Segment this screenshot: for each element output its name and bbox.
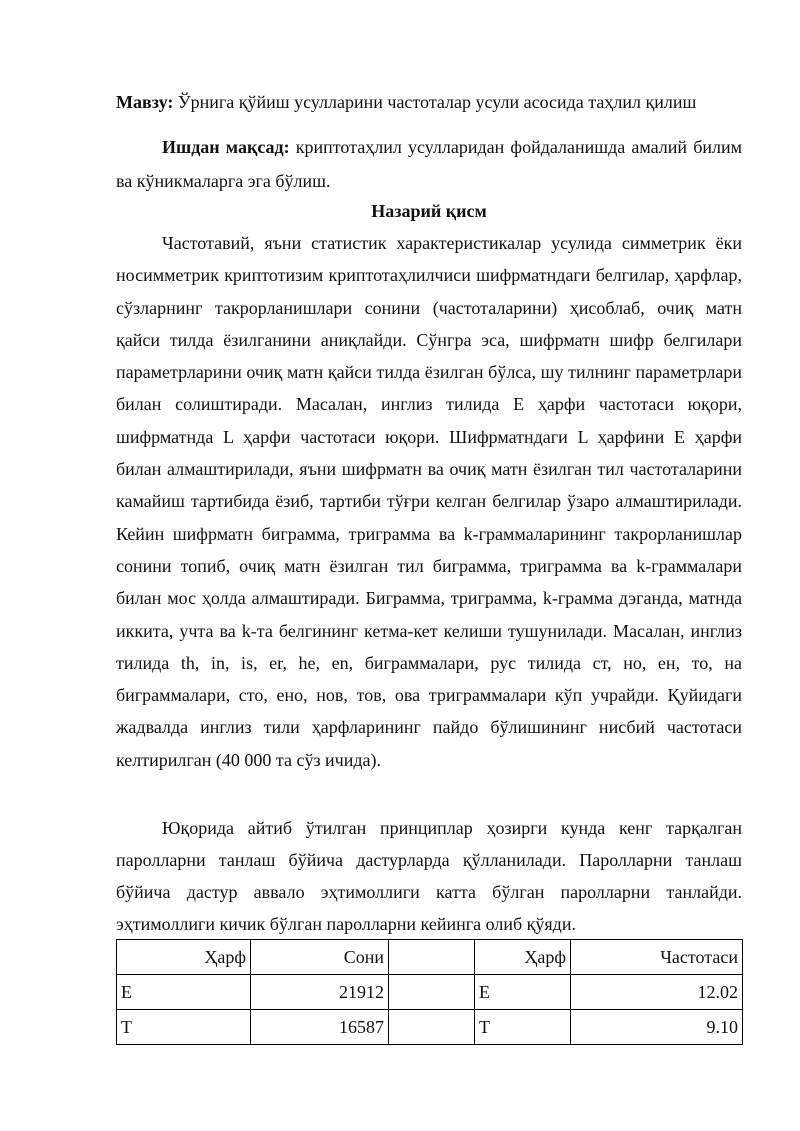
cell-letter: E (117, 975, 251, 1010)
cell-frequency: 9.10 (571, 1010, 743, 1045)
paragraph-passwords: Юқорида айтиб ўтилган принциплар ҳозирги кунда кенг тарқалган паролларни танлаш бўйича дастурларда қўлланилади. Паролларни танлаш бўйича дастур аввало эҳтимоллиги катта бўлган паролларни танлайди. эҳтимоллиги кичик бўлган паролларни кейинга олиб қўяди. (116, 818, 742, 934)
topic-label: Мавзу: (116, 92, 174, 112)
cell-empty (389, 975, 475, 1010)
header-cell-frequency: Частотаси (571, 940, 743, 975)
header-cell-letter-2: Ҳарф (475, 940, 571, 975)
table-row (117, 1010, 743, 1045)
table-header-row (117, 940, 743, 975)
cell-frequency: 12.02 (571, 975, 743, 1010)
goal-label: Ишдан мақсад: (162, 137, 290, 157)
header-cell-count: Сони (251, 940, 389, 975)
cell-letter: T (117, 1010, 251, 1045)
cell-letter-2: T (475, 1010, 571, 1045)
table-row (117, 975, 743, 1010)
paragraph-theory: Частотавий, яъни статистик характеристикалар усулида симметрик ёки носимметрик криптотизим криптотаҳлилчиси шифрматндаги белгилар, ҳарфлар, сўзларнинг такрорланишлари сонини (частоталарини) ҳисоблаб, очиқ матн қайси тилда ёзилганини аниқлайди. Сўнгра эса, шифрматн шифр белгилари параметрларини очиқ матн қайси тилда ёзилган бўлса, шу тилнинг параметрлари билан солиштиради. Масалан, инглиз тилида E ҳарфи частотаси юқори, шифрматнда L ҳарфи частотаси юқори. Шифрматндаги L ҳарфини E ҳарфи билан алмаштирилади, яъни шифрматн ва очиқ матн ёзилган тил частоталарини камайиш тартибида ёзиб, тартиби тўғри келган белгилар ўзаро алмаштирилади. Кейин шифрматн биграмма, триграмма ва k-граммаларининг такрорланишлар сонини топиб, очиқ матн ёзилган тил биграмма, триграмма ва k-граммалари билан мос ҳолда алмаштиради. Биграмма, триграмма, k-грамма дэганда, матнда иккита, учта ва k-та белгининг кетма-кет келиши тушунилади. Масалан, инглиз тилида th, in, is, er, he, en, биграммалари, рус тилида ст, но, ен, то, на биграммалари, сто, ено, нов, тов, ова триграммалари кўп учрайди. Қуйидаги жадвалда инглиз тили ҳарфларининг пайдо бўлишининг нисбий частотаси келтирилган (40 000 та сўз ичида). (116, 233, 742, 770)
cell-count: 16587 (251, 1010, 389, 1045)
goal-text: криптотаҳлил усулларидан фойдаланишда амалий билим ва кўникмаларга эга бўлиш. (116, 137, 742, 191)
header-cell-empty (389, 940, 475, 975)
header-cell-letter: Ҳарф (117, 940, 251, 975)
goal-paragraph (116, 130, 742, 198)
cell-letter-2: E (475, 975, 571, 1010)
cell-count: 21912 (251, 975, 389, 1010)
frequency-table (116, 939, 743, 1045)
topic-text: Ўрнига қўйиш усулларини частоталар усули асосида таҳлил қилиш (173, 92, 697, 112)
section-heading: Назарий қисм (371, 201, 487, 221)
cell-empty (389, 1010, 475, 1045)
topic-line (116, 92, 756, 113)
